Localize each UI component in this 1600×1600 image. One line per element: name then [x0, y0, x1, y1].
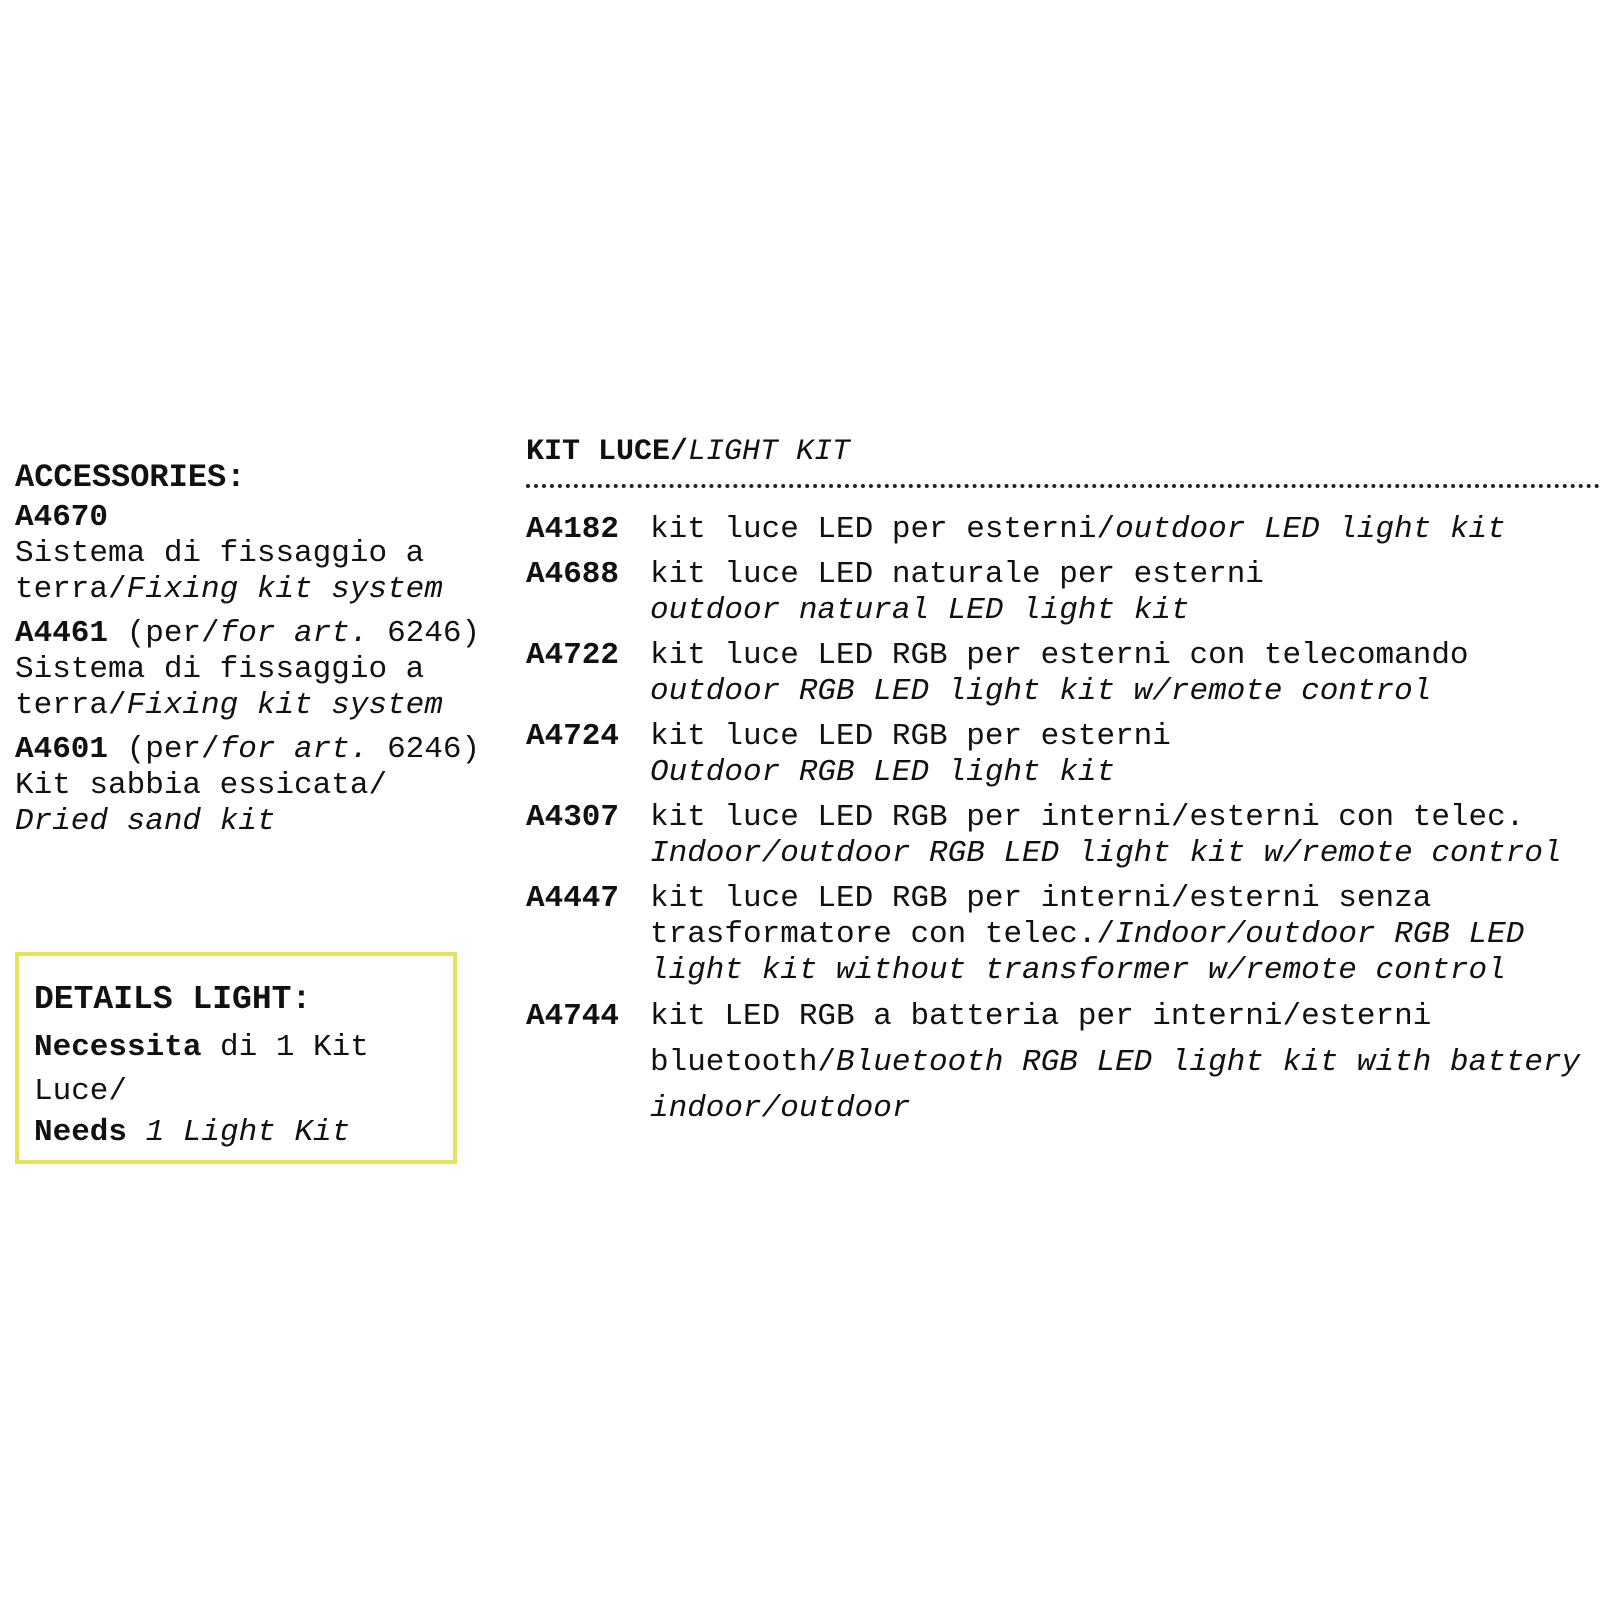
light-kit-desc-it: kit luce LED RGB per esterni con telecomando	[650, 638, 1469, 673]
light-kit-code: A4744	[526, 999, 620, 1034]
accessory-desc-en: Fixing kit system	[126, 688, 443, 723]
light-kit-desc-en: outdoor natural LED light kit	[650, 593, 1190, 628]
light-kit-desc	[650, 557, 1600, 629]
light-kit-row	[526, 638, 1600, 710]
light-kit-desc-en: Indoor/outdoor RGB LED light kit w/remote control	[650, 836, 1562, 871]
details-requirement-it-bold: Necessita	[34, 1030, 202, 1065]
accessory-desc-it-tail: terra/	[15, 572, 127, 607]
accessory-code: A4461	[15, 616, 109, 651]
light-kit-desc	[650, 800, 1600, 872]
accessory-note-it: (per/	[108, 616, 220, 651]
light-kit-desc-it: kit luce LED naturale per esterni	[650, 557, 1264, 592]
accessory-header	[15, 500, 500, 536]
accessories-title: ACCESSORIES:	[15, 459, 246, 496]
light-kit-section	[526, 432, 1600, 1141]
accessory-note-it: (per/	[108, 732, 220, 767]
details-requirement-it	[34, 1026, 453, 1114]
accessory-note-num: 6246)	[368, 732, 481, 767]
accessory-header	[15, 616, 500, 652]
accessory-code: A4601	[15, 732, 109, 767]
accessory-desc-en: Fixing kit system	[126, 572, 443, 607]
light-kit-desc	[650, 512, 1600, 548]
details-light-content	[34, 980, 453, 1152]
accessory-note-num: 6246)	[368, 616, 481, 651]
light-kit-list	[526, 512, 1600, 1132]
details-requirement-en-rest: 1 Light Kit	[127, 1115, 351, 1150]
details-light-title: DETAILS LIGHT:	[34, 981, 312, 1018]
light-kit-desc-en: outdoor LED light kit	[1115, 512, 1506, 547]
accessory-desc-it: Kit sabbia essicata/	[15, 768, 388, 803]
light-kit-desc-it: kit luce LED RGB per interni/esterni senza trasformatore con telec./	[650, 881, 1432, 952]
light-kit-desc	[650, 719, 1600, 791]
accessory-item	[15, 732, 500, 840]
light-kit-row	[526, 557, 1600, 629]
light-kit-code: A4447	[526, 881, 620, 916]
light-kit-desc-it: kit LED RGB a batteria per interni/esterni bluetooth/	[650, 999, 1432, 1080]
light-kit-row	[526, 719, 1600, 791]
light-kit-desc-it: kit luce LED RGB per interni/esterni con telec.	[650, 800, 1525, 835]
light-kit-code: A4724	[526, 719, 620, 754]
light-kit-desc-en: Bluetooth RGB LED light kit with battery indoor/outdoor	[650, 1045, 1581, 1126]
details-requirement-en	[34, 1114, 453, 1152]
light-kit-desc-en: Outdoor RGB LED light kit	[650, 755, 1116, 790]
accessory-desc-en: Dried sand kit	[15, 804, 276, 839]
light-kit-row	[526, 800, 1600, 872]
accessory-desc-it: Sistema di fissaggio a	[15, 536, 425, 571]
light-kit-desc-it: kit luce LED RGB per esterni	[650, 719, 1171, 754]
light-kit-row	[526, 881, 1600, 989]
light-kit-row	[526, 512, 1600, 548]
light-kit-desc	[650, 994, 1600, 1132]
light-kit-code: A4722	[526, 638, 620, 673]
accessory-item	[15, 500, 500, 608]
light-kit-code: A4307	[526, 800, 620, 835]
light-kit-row	[526, 994, 1600, 1132]
light-kit-desc-it: kit luce LED per esterni/	[650, 512, 1116, 547]
light-kit-title-en: LIGHT KIT	[688, 435, 851, 469]
details-requirement-it-rest: di 1 Kit Luce/	[34, 1030, 369, 1109]
accessory-desc-it-tail: terra/	[15, 688, 127, 723]
details-light-box	[15, 952, 457, 1164]
light-kit-desc	[650, 881, 1600, 989]
light-kit-code: A4688	[526, 557, 620, 592]
accessory-code: A4670	[15, 500, 109, 535]
accessory-item	[15, 616, 500, 724]
accessory-desc-line2	[15, 572, 500, 608]
accessory-note-en: for art.	[219, 616, 369, 651]
light-kit-title-it: KIT LUCE/	[526, 435, 689, 469]
light-kit-desc-en: outdoor RGB LED light kit w/remote control	[650, 674, 1432, 709]
accessory-note-en: for art.	[219, 732, 369, 767]
light-kit-desc-en: Indoor/outdoor RGB LED light kit without transformer w/remote control	[650, 917, 1525, 988]
accessory-desc-line2	[15, 804, 500, 840]
light-kit-desc	[650, 638, 1600, 710]
light-kit-code: A4182	[526, 512, 620, 547]
accessory-desc-it: Sistema di fissaggio a	[15, 652, 425, 687]
dotted-divider	[526, 484, 1600, 488]
light-kit-title	[526, 432, 1600, 472]
details-requirement-en-bold: Needs	[34, 1115, 128, 1150]
accessory-header	[15, 732, 500, 768]
accessories-section	[15, 458, 500, 848]
accessory-desc-line2	[15, 688, 500, 724]
